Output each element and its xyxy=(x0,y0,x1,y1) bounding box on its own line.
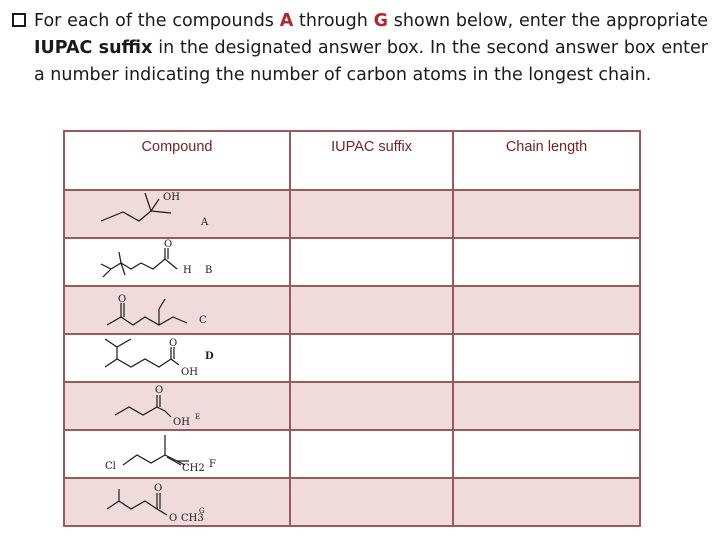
compound-f-structure xyxy=(65,431,289,477)
compound-letter: A xyxy=(201,217,209,228)
compound-letter: F xyxy=(209,459,216,470)
iupac-suffix-ref: IUPAC suffix xyxy=(34,38,153,58)
chain-length-box[interactable] xyxy=(453,286,640,334)
header-chain-length: Chain length xyxy=(453,131,640,190)
table-row xyxy=(64,286,640,334)
answer-table xyxy=(63,130,641,527)
chain-length-box[interactable] xyxy=(453,478,640,526)
group-label: O xyxy=(155,385,164,396)
iupac-suffix-box[interactable] xyxy=(290,334,453,382)
compound-d-structure xyxy=(65,335,289,381)
group-label: O xyxy=(154,483,163,494)
compound-letter: E xyxy=(195,413,201,421)
group-label: O xyxy=(118,294,127,305)
question-text: For each of the compounds A through G shown below, enter the appropriate IUPAC suffix in the designated answer box. In the second answer box enter a number indicating the number of carbon atoms in the longest chain. xyxy=(34,11,708,85)
compound-cell xyxy=(64,382,290,430)
iupac-suffix-box[interactable] xyxy=(290,238,453,286)
header-row xyxy=(64,131,640,190)
compound-cell xyxy=(64,430,290,478)
table-row xyxy=(64,478,640,526)
chain-length-box[interactable] xyxy=(453,382,640,430)
group-label: OH xyxy=(181,367,198,378)
table-row xyxy=(64,238,640,286)
table-row xyxy=(64,334,640,382)
table-row xyxy=(64,430,640,478)
compound-a-structure xyxy=(65,191,289,237)
chain-length-box[interactable] xyxy=(453,190,640,238)
group-label: CH2 xyxy=(182,463,205,474)
compound-cell xyxy=(64,190,290,238)
iupac-suffix-box[interactable] xyxy=(290,286,453,334)
chain-length-box[interactable] xyxy=(453,334,640,382)
question xyxy=(12,8,708,89)
header-compound: Compound xyxy=(64,131,290,190)
group-label: OH xyxy=(173,417,190,428)
group-label: O xyxy=(164,239,173,250)
table-row xyxy=(64,382,640,430)
iupac-suffix-box[interactable] xyxy=(290,190,453,238)
compound-cell xyxy=(64,286,290,334)
compound-letter: C xyxy=(199,315,207,326)
compound-e-structure xyxy=(65,383,289,429)
compound-cell xyxy=(64,238,290,286)
compound-c-structure xyxy=(65,287,289,333)
table-row xyxy=(64,190,640,238)
chain-length-box[interactable] xyxy=(453,238,640,286)
group-label: H xyxy=(183,265,192,276)
compound-g-ref: G xyxy=(373,11,388,31)
iupac-suffix-box[interactable] xyxy=(290,382,453,430)
chain-length-box[interactable] xyxy=(453,430,640,478)
compound-g-structure xyxy=(65,479,289,525)
iupac-suffix-box[interactable] xyxy=(290,478,453,526)
group-label: O xyxy=(169,513,178,524)
compound-letter: G xyxy=(199,507,205,515)
checkbox-square-icon xyxy=(12,13,26,27)
compound-b-structure xyxy=(65,239,289,285)
compound-letter: B xyxy=(205,265,213,276)
compound-cell xyxy=(64,478,290,526)
group-label: OH xyxy=(163,192,180,203)
compound-a-ref: A xyxy=(279,11,294,31)
compound-letter: D xyxy=(205,351,214,362)
group-label: CH3 xyxy=(181,513,204,524)
group-label: Cl xyxy=(105,461,116,472)
compound-cell xyxy=(64,334,290,382)
group-label: O xyxy=(169,338,178,349)
iupac-suffix-box[interactable] xyxy=(290,430,453,478)
header-iupac-suffix: IUPAC suffix xyxy=(290,131,453,190)
